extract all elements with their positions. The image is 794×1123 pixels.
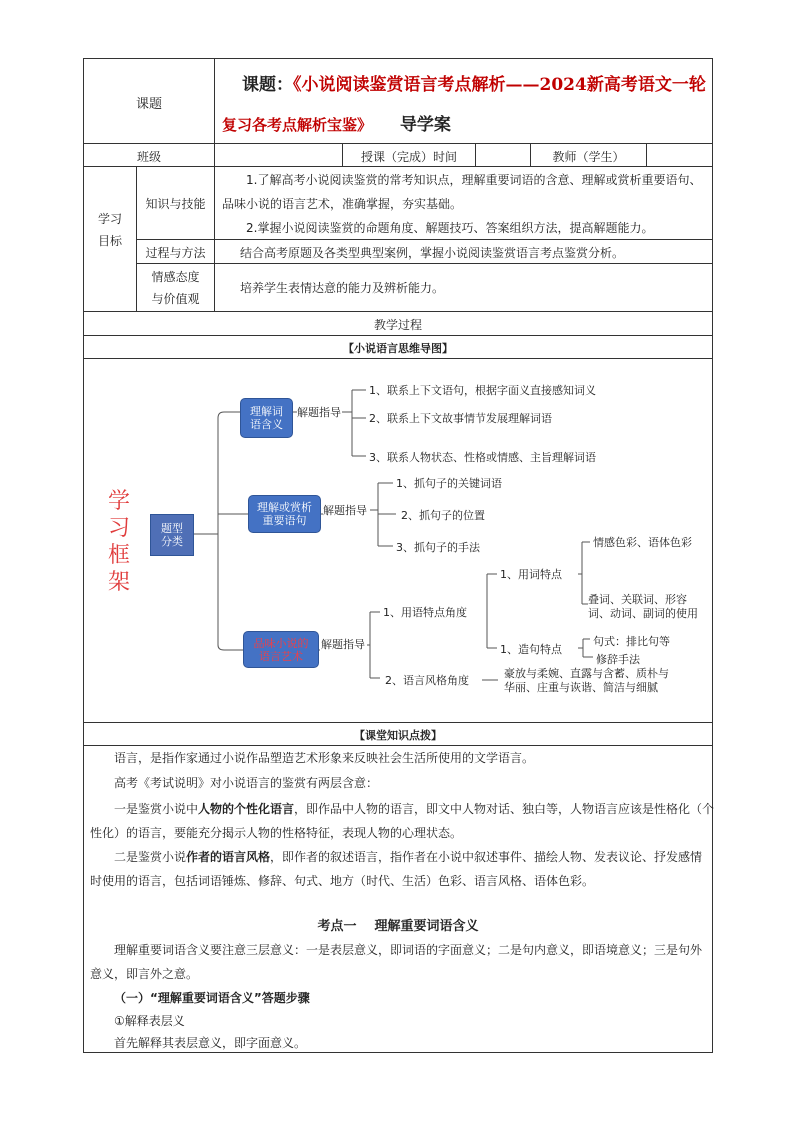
goals-label-line1: 学习: [97, 212, 122, 226]
root-line: 分类: [161, 535, 183, 548]
b2-item: 3、抓句子的手法: [396, 541, 480, 554]
section-heading: 考点一 理解重要词语含义: [317, 919, 479, 934]
p5-b: 意义，即言外之意。: [90, 967, 199, 981]
goals-label-line2: 目标: [97, 234, 122, 248]
b3-sub1: 1、用语特点角度: [383, 606, 467, 619]
branch-line: 理解或赏析: [257, 501, 312, 514]
topic-label: 课题: [135, 97, 162, 112]
branch-language-art: [243, 631, 319, 668]
b3-sub2-item: 豪放与柔婉、直露与含蓄、质朴与: [504, 667, 669, 680]
b2-item: 2、抓句子的位置: [401, 509, 485, 522]
branch-line: 语言艺术: [259, 649, 303, 663]
b3-sub1a-item: 词、动词、副词的使用: [588, 607, 698, 620]
goal-name-knowledge: 知识与技能: [145, 197, 206, 211]
b3-sub1b: 1、造句特点: [500, 643, 562, 656]
p4-d: 时使用的语言，包括词语锤炼、修辞、句式、地方（时代、生活）色彩、语言风格、语体色彩。: [90, 874, 595, 888]
title-prefix: 课题：: [242, 75, 293, 95]
body-p1: [90, 747, 710, 769]
class-label: 班级: [136, 150, 161, 164]
b3-sub1a: 1、用词特点: [500, 568, 562, 581]
guide-label: 解题指导: [323, 504, 367, 517]
body-p4: [90, 845, 710, 893]
body-p3: [90, 797, 715, 845]
goal-line: 1.了解高考小说阅读鉴赏的常考知识点，理解重要词语的含意、理解或赏析重要语句、: [246, 173, 702, 187]
title-red: 《小说阅读鉴赏语言考点解析——2024新高考语文一轮: [293, 75, 706, 95]
b1-item: 1、联系上下文语句，根据字面义直接感知词义: [369, 384, 596, 397]
b1-item: 2、联系上下文故事情节发展理解词语: [369, 412, 552, 425]
p1-text: 语言，是指作家通过小说作品塑造艺术形象来反映社会生活所使用的文学语言。: [114, 751, 535, 765]
p3-a: 一是鉴赏小说中: [114, 802, 199, 816]
body-p5: [90, 938, 710, 986]
side-char: 架: [107, 570, 130, 595]
step1: ①解释表层义: [114, 1014, 185, 1028]
teacher-label: 教师（学生）: [552, 150, 625, 164]
process-label: 教学过程: [373, 318, 422, 332]
goal-text-process: 结合高考原题及各类型典型案例，掌握小说阅读鉴赏语言考点鉴赏分析。: [240, 246, 625, 260]
step1-desc: 首先解释其表层意义，即字面意义。: [114, 1036, 307, 1050]
p3-b: 人物的个性化语言: [198, 802, 295, 816]
side-char: 习: [107, 516, 130, 541]
branch-line: 品味小说的: [253, 636, 309, 650]
guide-label: 解题指导: [321, 638, 365, 651]
title-suffix: 导学案: [399, 115, 451, 135]
b1-item: 3、联系人物状态、性格或情感、主旨理解词语: [369, 451, 596, 464]
branch-line: 重要语句: [262, 514, 307, 527]
branch-sentence: [248, 495, 321, 533]
goal-line: 2.掌握小说阅读鉴赏的命题角度、解题技巧、答案组织方法，提高解题能力。: [246, 221, 654, 235]
p4-c: ，即作者的叙述语言，指作者在小说中叙述事件、描绘人物、发表议论、抒发感情: [270, 850, 703, 864]
knowledge-title: 【课堂知识点拨】: [354, 729, 442, 742]
goal-name-process: 过程与方法: [145, 246, 206, 260]
body-p2: [90, 772, 710, 794]
b3-sub1b-item: 句式：排比句等: [593, 635, 670, 648]
branch-word-meaning: [240, 398, 293, 438]
p5-a: 理解重要词语含义要注意三层意义：一是表层意义，即词语的字面意义；二是句内意义，即语境意义；三是句外: [114, 943, 703, 957]
title-red-2: 复习各考点解析宝鉴》: [222, 116, 373, 134]
p4-b: 作者的语言风格: [186, 850, 271, 864]
branch-line: 语含义: [250, 418, 283, 431]
b2-item: 1、抓句子的关键词语: [396, 477, 502, 490]
p3-c: ，即作品中人物的语言，即文中人物对话、独白等，人物语言应该是性格化（个: [294, 802, 715, 816]
guide-label: 解题指导: [297, 406, 341, 419]
p4-a: 二是鉴赏小说: [114, 850, 187, 864]
step-title: （一）“理解重要词语含义”答题步骤: [114, 991, 310, 1005]
side-char: 框: [107, 543, 130, 568]
goal-name-attitude-2: 与价值观: [151, 292, 200, 306]
goal-line: 品味小说的语言艺术，准确掌握，夯实基础。: [222, 197, 463, 211]
p2-text: 高考《考试说明》对小说语言的鉴赏有两层含意：: [114, 776, 379, 790]
goal-name-attitude-1: 情感态度: [151, 270, 200, 284]
branch-line: 理解词: [250, 405, 283, 418]
b3-sub1b-item: 修辞手法: [596, 653, 640, 666]
goal-text-attitude: 培养学生表情达意的能力及辨析能力。: [240, 281, 445, 295]
side-char: 学: [107, 489, 130, 514]
mindmap-title: 【小说语言思维导图】: [343, 342, 453, 355]
b3-sub1a-item: 叠词、关联词、形容: [588, 593, 687, 606]
time-label: 授课（完成）时间: [360, 150, 457, 164]
root-line: 题型: [161, 522, 183, 535]
b3-sub2-item: 华丽、庄重与诙谐、简洁与细腻: [504, 681, 658, 694]
b3-sub2: 2、语言风格角度: [385, 674, 469, 687]
b3-sub1a-item: 情感色彩、语体色彩: [593, 536, 692, 549]
mindmap-root: [150, 514, 194, 556]
p3-d: 性化）的语言，要能充分揭示人物的性格特征，表现人物的心理状态。: [90, 826, 463, 840]
